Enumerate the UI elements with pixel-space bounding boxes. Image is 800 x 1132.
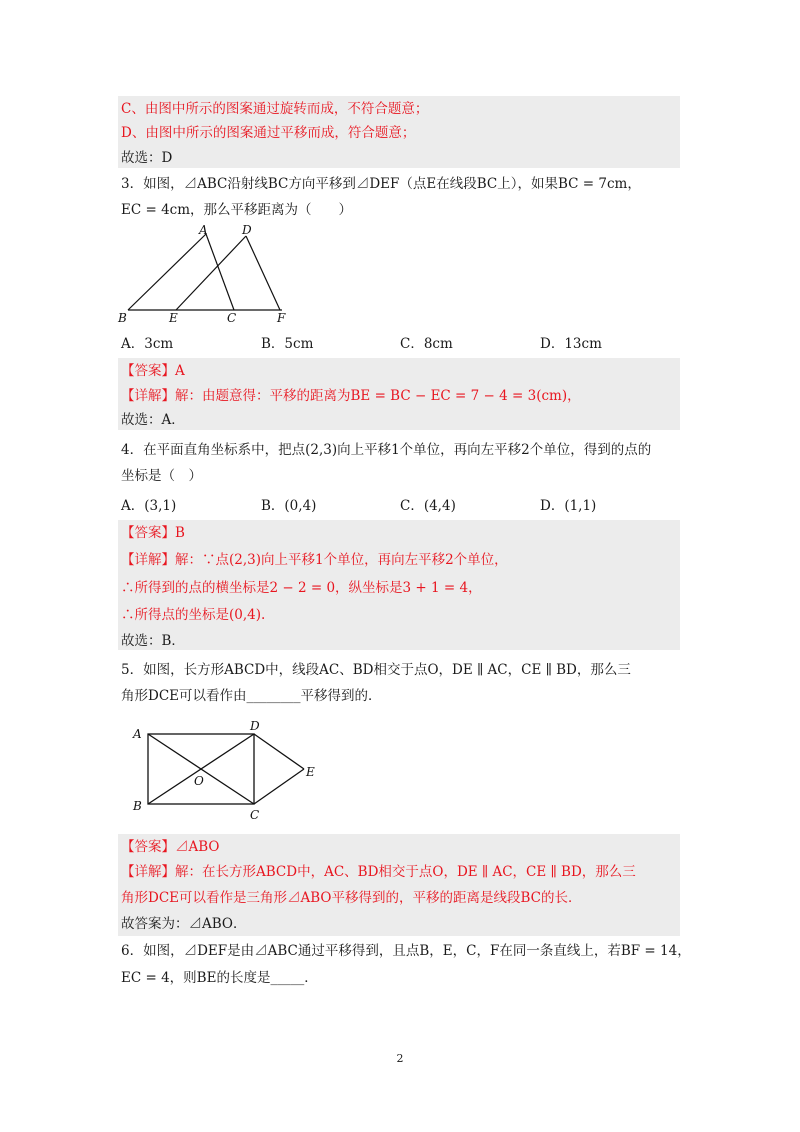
option-c-explanation: C、由图中所示的图案通过旋转而成，不符合题意； [121,101,429,117]
answer-choice: 故选：D [121,150,173,166]
page-number: 2 [396,1052,404,1065]
q4-option-a: A．(3,1) [121,498,177,514]
q4-detail-2: ∴所得到的点的横坐标是2 − 2 = 0，纵坐标是3 + 1 = 4， [121,580,482,596]
q5-label-e: E [306,765,315,779]
q3-label-d: D [242,223,252,237]
q5-answer: 【答案】⊿ABO [121,839,220,855]
q5-label-d: D [250,719,260,733]
q5-label-o: O [194,774,204,788]
q4-option-d: D．(1,1) [540,498,597,514]
q3-label-c: C [227,311,237,325]
question-5-text: 5．如图，长方形ABCD中，线段AC、BD相交于点O，DE ∥ AC，CE ∥ BD，那么三 [121,662,631,678]
q3-answer: 【答案】A [121,363,185,379]
q5-label-b: B [133,799,142,813]
q5-label-a: A [133,727,142,741]
q3-triangle-figure [114,222,294,328]
q3-label-f: F [277,311,286,325]
q5-detail-2: 角形DCE可以看作是三角形⊿ABO平移得到的，平移的距离是线段BC的长． [121,890,582,906]
q4-detail-3: ∴所得点的坐标是(0,4). [121,607,266,623]
option-d-explanation: D、由图中所示的图案通过平移而成，符合题意； [121,125,416,141]
q3-option-b: B．5cm [261,336,314,352]
q5-rectangle-figure [128,716,328,826]
question-6-text-cont: EC = 4，则BE的长度是_____． [121,970,318,986]
question-3-text: 3．如图，⊿ABC沿射线BC方向平移到⊿DEF（点E在线段BC上），如果BC = 7cm， [121,176,641,192]
q4-option-c: C．(4,4) [400,498,456,514]
q3-label-a: A [199,223,208,237]
question-4-text: 4．在平面直角坐标系中，把点(2,3)向上平移1个单位，再向左平移2个单位，得到的点的 [121,442,652,458]
question-6-text: 6．如图，⊿DEF是由⊿ABC通过平移得到，且点B，E，C，F在同一条直线上，若BF = 14， [121,943,691,959]
q4-choice: 故选：B． [121,633,185,649]
q3-detail: 【详解】解：由题意得：平移的距离为BE = BC − EC = 7 − 4 = 3(cm)， [121,388,581,404]
q5-detail-1: 【详解】解：在长方形ABCD中，AC、BD相交于点O，DE ∥ AC，CE ∥ BD，那么三 [121,864,636,880]
q4-detail-1: 【详解】解：∵点(2,3)向上平移1个单位，再向左平移2个单位， [121,552,508,568]
q5-label-c: C [250,808,260,822]
q5-choice: 故答案为：⊿ABO． [121,916,247,932]
q3-choice: 故选：A． [121,412,185,428]
q3-option-c: C．8cm [400,336,453,352]
question-5-text-cont: 角形DCE可以看作由________平移得到的． [121,688,382,704]
q4-option-b: B．(0,4) [261,498,317,514]
q3-label-e: E [169,311,178,325]
question-4-text-cont: 坐标是（ ） [121,468,202,484]
q3-label-b: B [118,311,127,325]
q3-option-a: A．3cm [121,336,174,352]
q3-option-d: D．13cm [540,336,602,352]
q4-answer: 【答案】B [121,525,185,541]
question-3-text-cont: EC = 4cm，那么平移距离为（ ） [121,202,353,218]
